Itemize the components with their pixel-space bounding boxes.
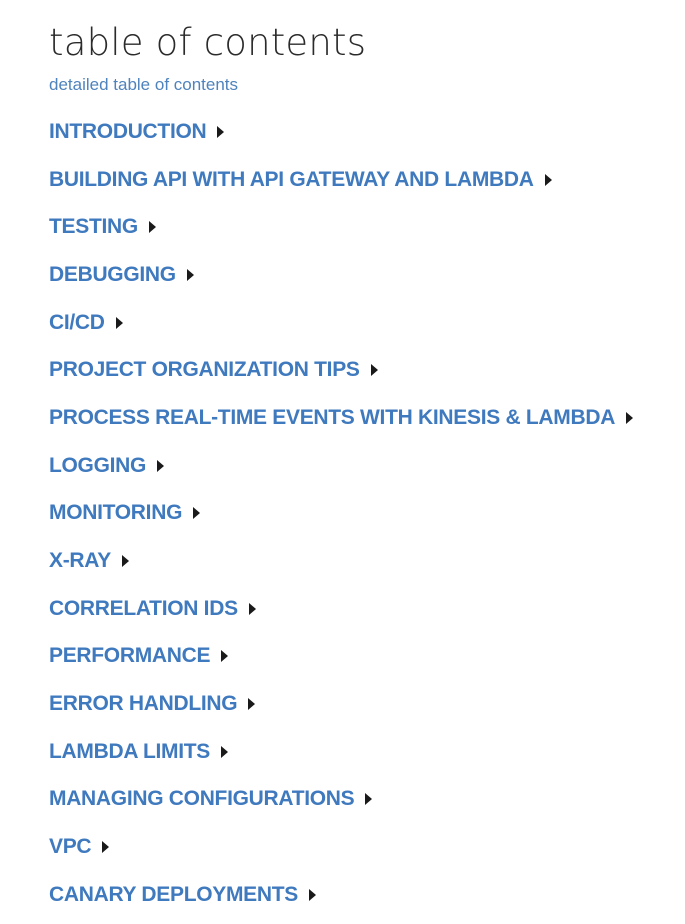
toc-item-label[interactable]: MONITORING (49, 501, 183, 525)
toc-item-label[interactable]: BUILDING API WITH API GATEWAY AND LAMBDA (49, 167, 534, 191)
toc-item-debugging[interactable] (49, 251, 675, 299)
toc-item-label[interactable]: ERROR HANDLING (49, 692, 238, 716)
toc-item-label[interactable]: LAMBDA LIMITS (49, 739, 210, 763)
caret-right-icon[interactable] (221, 650, 228, 662)
toc-item-logging[interactable] (49, 442, 675, 490)
caret-right-icon[interactable] (309, 889, 316, 901)
toc-item-performance[interactable] (49, 633, 675, 681)
toc-item-canary-deployments[interactable] (49, 871, 675, 919)
toc-item-building-api[interactable] (49, 156, 675, 204)
caret-right-icon[interactable] (122, 555, 129, 567)
caret-right-icon[interactable] (149, 221, 156, 233)
toc-page (49, 18, 675, 919)
caret-right-icon[interactable] (626, 412, 633, 424)
page-subtitle: detailed table of contents (49, 75, 239, 94)
caret-right-icon[interactable] (248, 698, 255, 710)
caret-right-icon[interactable] (221, 746, 228, 758)
toc-list (49, 108, 675, 919)
page-title: table of contents (49, 21, 367, 64)
caret-right-icon[interactable] (371, 364, 378, 376)
toc-item-label[interactable]: CI/CD (49, 310, 105, 334)
toc-item-label[interactable]: PROJECT ORGANIZATION TIPS (49, 358, 360, 382)
toc-item-vpc[interactable] (49, 823, 675, 871)
caret-right-icon[interactable] (157, 460, 164, 472)
caret-right-icon[interactable] (249, 603, 256, 615)
caret-right-icon[interactable] (116, 317, 123, 329)
toc-item-label[interactable]: X-RAY (49, 549, 111, 573)
caret-right-icon[interactable] (102, 841, 109, 853)
caret-right-icon[interactable] (545, 174, 552, 186)
toc-item-correlation-ids[interactable] (49, 585, 675, 633)
toc-item-label[interactable]: CORRELATION IDS (49, 596, 238, 620)
caret-right-icon[interactable] (193, 507, 200, 519)
toc-item-label[interactable]: PROCESS REAL-TIME EVENTS WITH KINESIS & LAMBDA (49, 405, 616, 429)
toc-item-monitoring[interactable] (49, 490, 675, 538)
toc-item-label[interactable]: VPC (49, 835, 92, 859)
caret-right-icon[interactable] (365, 793, 372, 805)
toc-item-x-ray[interactable] (49, 537, 675, 585)
toc-item-label[interactable]: TESTING (49, 215, 138, 239)
toc-item-introduction[interactable] (49, 108, 675, 156)
toc-item-label[interactable]: DEBUGGING (49, 262, 176, 286)
toc-item-testing[interactable] (49, 203, 675, 251)
toc-item-lambda-limits[interactable] (49, 728, 675, 776)
toc-item-process-real-time-events[interactable] (49, 394, 675, 442)
toc-item-ci-cd[interactable] (49, 299, 675, 347)
toc-item-error-handling[interactable] (49, 680, 675, 728)
toc-item-managing-configurations[interactable] (49, 776, 675, 824)
caret-right-icon[interactable] (217, 126, 224, 138)
toc-item-label[interactable]: LOGGING (49, 453, 147, 477)
caret-right-icon[interactable] (187, 269, 194, 281)
toc-item-project-organization-tips[interactable] (49, 346, 675, 394)
toc-item-label[interactable]: CANARY DEPLOYMENTS (49, 882, 298, 906)
toc-item-label[interactable]: MANAGING CONFIGURATIONS (49, 787, 355, 811)
toc-item-label[interactable]: PERFORMANCE (49, 644, 211, 668)
toc-item-label[interactable]: INTRODUCTION (49, 119, 207, 143)
